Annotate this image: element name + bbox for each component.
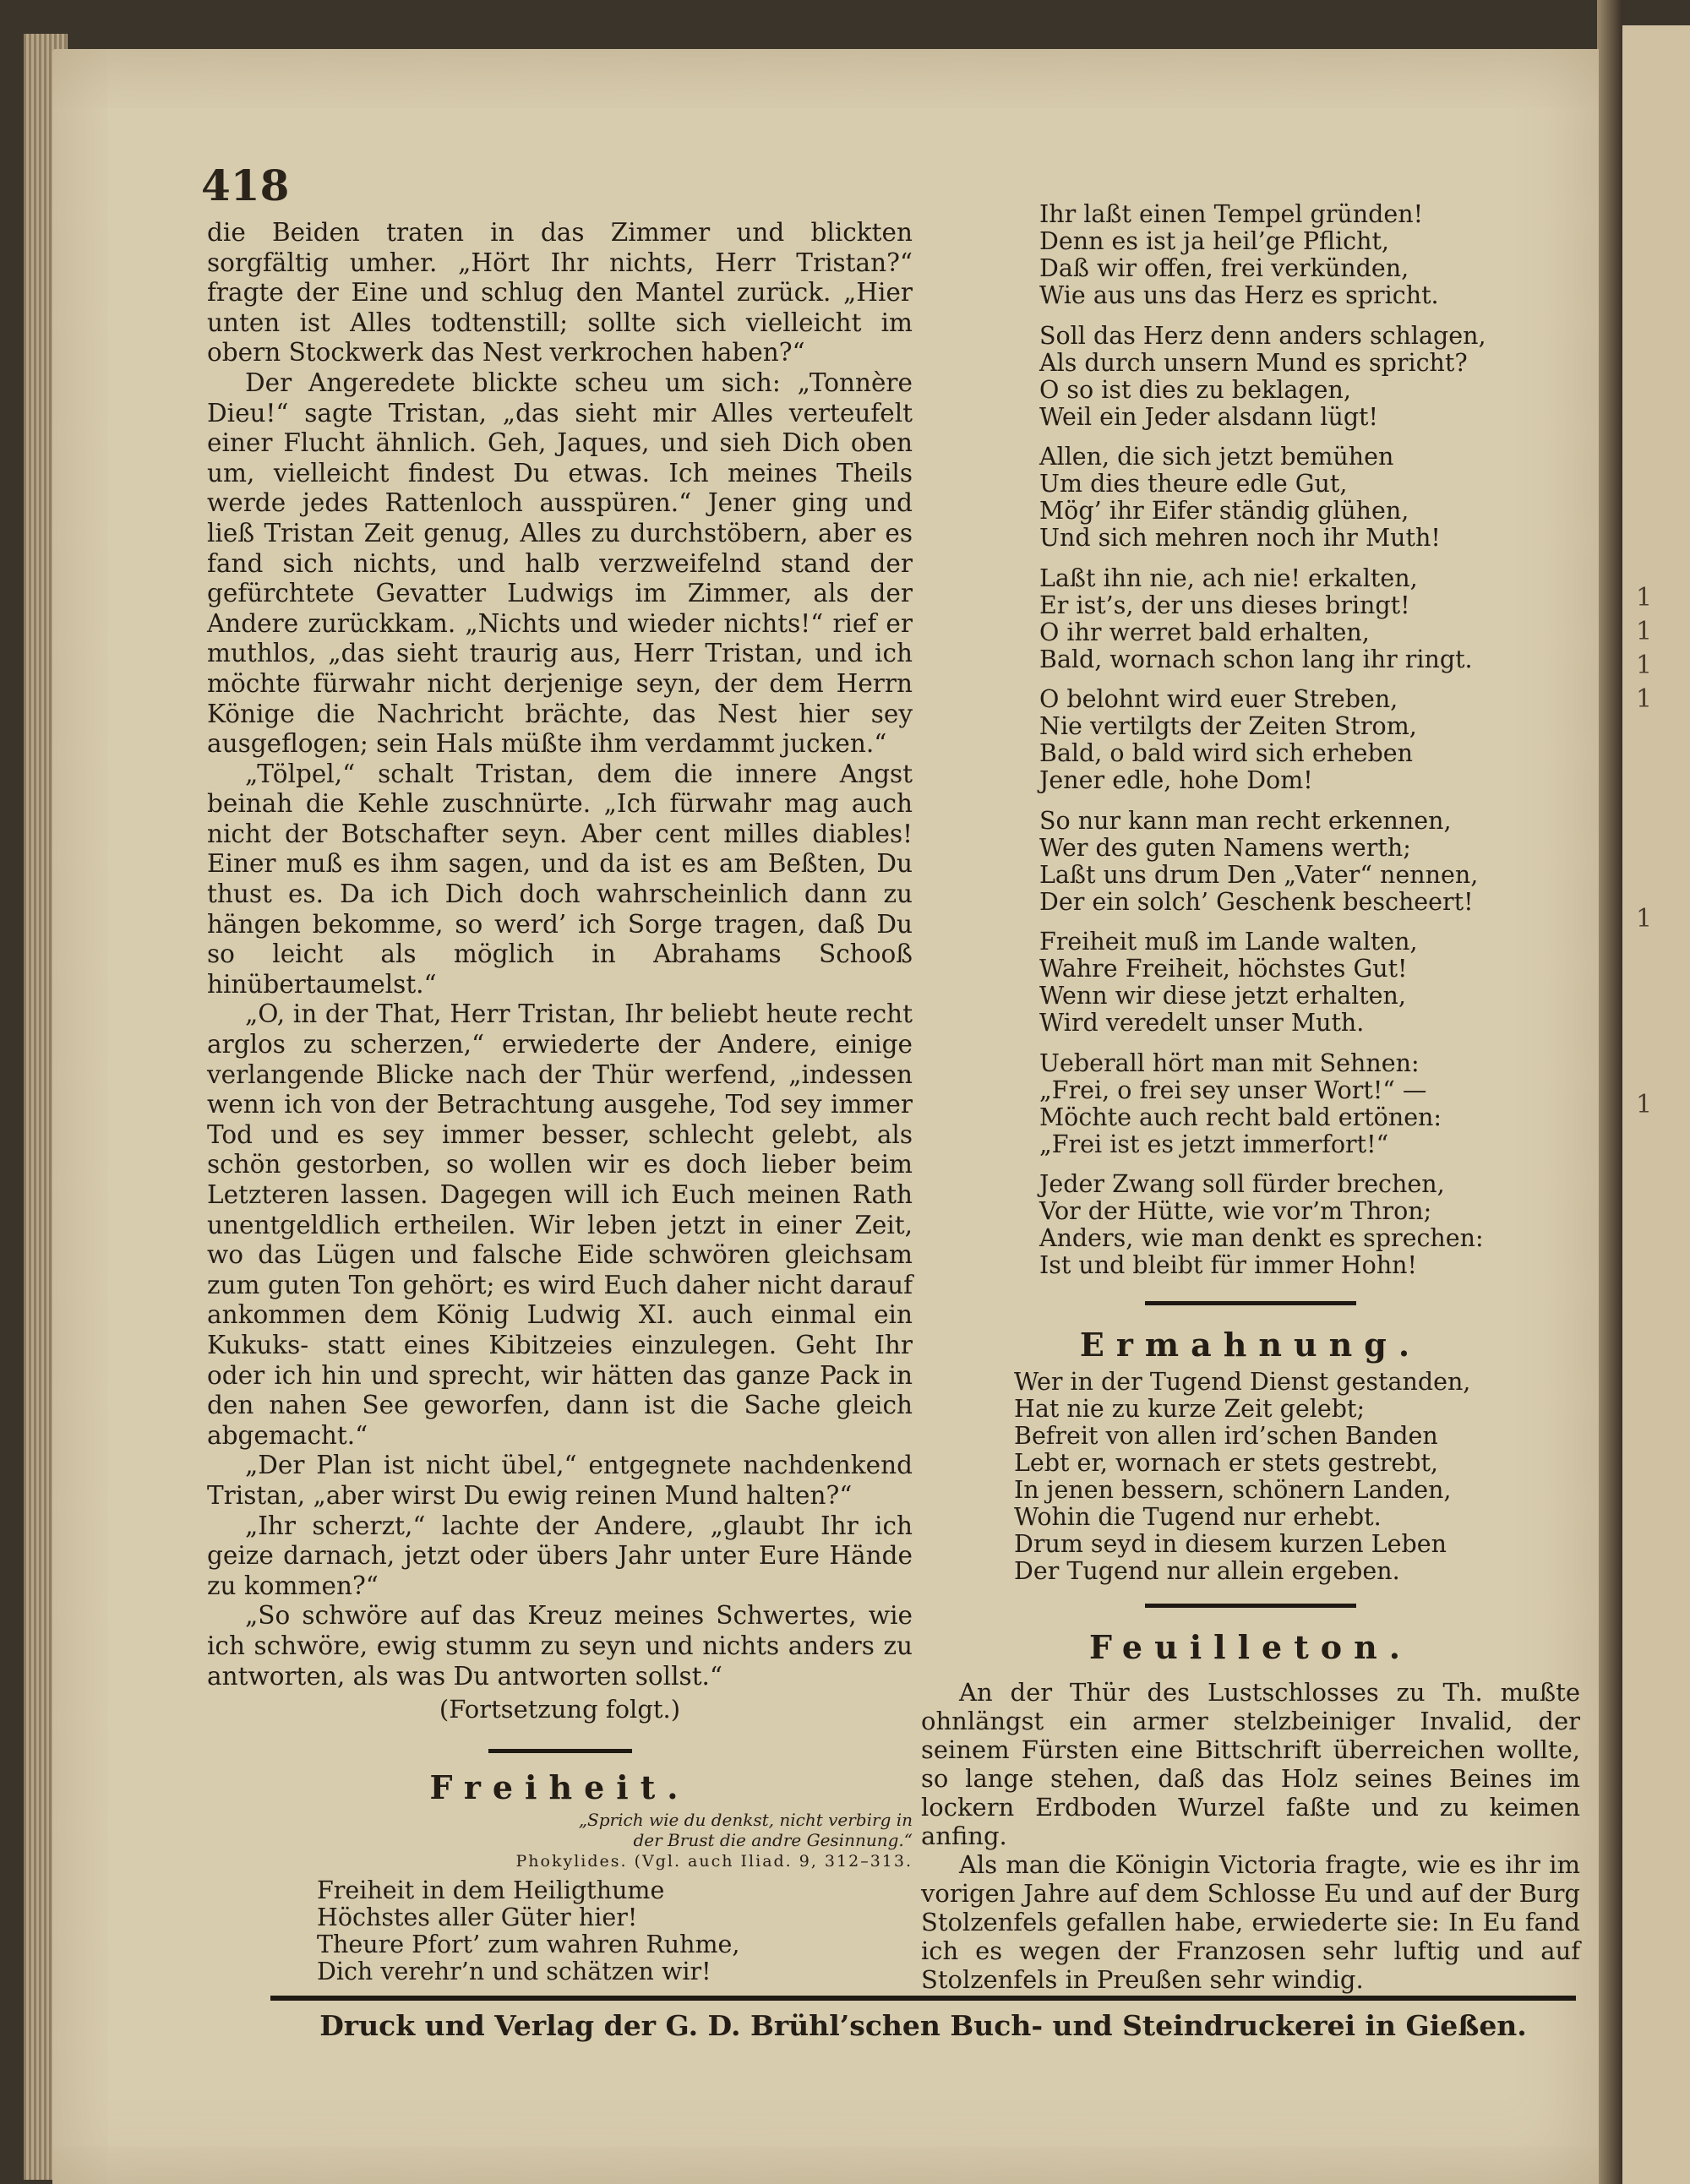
left-column [207,218,913,1985]
poem-line: Lebt er, wornach er stets gestrebt, [1014,1449,1438,1477]
facing-page-fragment: 1 [1636,1090,1653,1119]
ermahnung-poem [921,1369,1580,1585]
story-paragraph: „Ihr scherzt,“ lachte der Andere, „glaubt Ihr ich geize darnach, jetzt oder übers Jahr unter Eure Hände zu kommen?“ [207,1511,913,1600]
facing-page-fragment: 1 [1636,684,1653,714]
poem-line: Höchstes aller Güter hier! [317,1904,638,1932]
poem-line: Weil ein Jeder alsdann lügt! [1039,402,1378,431]
story-paragraph: „So schwöre auf das Kreuz meines Schwertes, wie ich schwöre, ewig stumm zu seyn und nichts anders zu antworten, als was Du antworten sollst.“ [207,1601,913,1691]
poem-line: Wer in der Tugend Dienst gestanden, [1014,1368,1471,1396]
facing-page [1621,25,1690,2184]
poem-stanza [921,686,1580,794]
story-paragraph: die Beiden traten in das Zimmer und blickten sorgfältig umher. „Hört Ihr nichts, Herr Tristan?“ fragte der Eine und schlug den Mantel zurück. „Hier unten ist Alles todtenstill; sollte sich vielleicht im obern Stockwerk das Nest verkrochen haben?“ [207,218,913,368]
feuilleton-paragraph: An der Thür des Lustschlosses zu Th. mußte ohnlängst ein armer stelzbeiniger Invalid, der seinem Fürsten eine Bittschrift überreichen wollte, so lange stehen, daß das Holz seines Beines im lockern Erdboden Wurzel faßte und zu keimen anfing. [921,1678,1580,1850]
poem-line: Laßt uns drum Den „Vater“ nennen, [1039,860,1479,889]
feuilleton-title: Feuilleton. [1089,1628,1412,1666]
poem-line: O so ist dies zu beklagen, [1039,375,1351,404]
poem-line: Möchte auch recht bald ertönen: [1039,1103,1442,1131]
poem-line: Dich verehr’n und schätzen wir! [317,1958,711,1986]
poem-stanza [921,1171,1580,1279]
poem-line: Vor der Hütte, wie vor’m Thron; [1039,1197,1432,1225]
ermahnung-title: Ermahnung. [1079,1326,1422,1364]
poem-stanza [921,323,1580,431]
section-divider [1145,1604,1356,1608]
poem-line: Mög’ ihr Eifer ständig glühen, [1039,497,1409,525]
facing-page-fragment: 1 [1636,651,1653,680]
story-paragraph: „Tölpel,“ schalt Tristan, dem die innere Angst beinah die Kehle zuschnürte. „Ich fürwahr mag auch nicht der Botschafter seyn. Aber cent milles diables! Einer muß es ihm sagen, und da ist es am Beßten, Du thust es. Da ich Dich doch wahrscheinlich dann zu hängen bekomme, so werd’ ich Sorge tragen, daß Du so leicht als möglich in Abrahams Schooß hinübertaumelst.“ [207,759,913,999]
page-number: 418 [201,161,290,210]
poem-stanza [921,565,1580,673]
poem-line: O belohnt wird euer Streben, [1039,685,1398,713]
motto-source: Phokylides. (Vgl. auch Iliad. 9, 312–313. [515,1852,913,1871]
poem-line: Denn es ist ja heil’ge Pflicht, [1039,227,1389,255]
poem-line: „Frei, o frei sey unser Wort!“ — [1039,1076,1427,1104]
poem-line: Bald, wornach schon lang ihr ringt. [1039,645,1473,673]
poem-line: Befreit von allen ird’schen Banden [1014,1422,1438,1450]
poem-line: Jeder Zwang soll fürder brechen, [1039,1170,1445,1198]
poem-line: So nur kann man recht erkennen, [1039,806,1452,835]
imprint-rule [270,1996,1576,2001]
right-column [921,201,1580,1994]
poem-stanza [921,929,1580,1037]
poem-line: Um dies theure edle Gut, [1039,470,1348,498]
poem-line: Der ein solch’ Geschenk bescheert! [1039,887,1474,916]
poem-line: O ihr werret bald erhalten, [1039,618,1370,646]
freiheit-stanza [207,1877,913,1985]
poem-line: Anders, wie man denkt es sprechen: [1039,1224,1484,1252]
poem-line: Wer des guten Namens werth; [1039,833,1411,862]
freiheit-title: Freiheit. [429,1768,690,1807]
poem-line: Wird veredelt unser Muth. [1039,1009,1365,1037]
poem-stanza [921,1050,1580,1158]
poem-line: Er ist’s, der uns dieses bringt! [1039,591,1410,619]
poem-line: Wie aus uns das Herz es spricht. [1039,281,1439,309]
poem-stanza [921,201,1580,309]
poem-line: Jener edle, hohe Dom! [1039,766,1313,794]
poem-line: Als durch unsern Mund es spricht? [1039,348,1468,377]
poem-line: Ihr laßt einen Tempel gründen! [1039,200,1424,228]
motto-line: der Brust die andre Gesinnung.“ [633,1830,913,1851]
facing-page-fragment: 1 [1636,583,1653,613]
poem-line: Freiheit in dem Heiligthume [317,1876,665,1905]
story-paragraph: Der Angeredete blickte scheu um sich: „Tonnère Dieu!“ sagte Tristan, „das sieht mir Alles verteufelt einer Flucht ähnlich. Geh, Jaques, und sieh Dich oben um, vielleicht findest Du etwas. Ich meines Theils werde jedes Rattenloch ausspüren.“ Jener ging und ließ Tristan Zeit genug, Alles zu durchstöbern, aber es fand sich nichts, und halb verzweifelnd stand der gefürchtete Gevatter Ludwigs im Zimmer, als der Andere zurückkam. „Nichts und wieder nichts!“ rief er muthlos, „das sieht traurig aus, Herr Tristan, und ich möchte fürwahr nicht derjenige seyn, der dem Herrn Könige die Nachricht brächte, das Nest hier sey ausgeflogen; sein Hals müßte ihm verdammt jucken.“ [207,368,913,759]
story-paragraph: „O, in der That, Herr Tristan, Ihr beliebt heute recht arglos zu scherzen,“ erwiederte der Andere, einige verlangende Blicke nach der Thür werfend, „indessen wenn ich von der Betrachtung ausgehe, Tod sey immer Tod und es sey immer besser, schlecht gelebt, als schön gestorben, so wollen wir es doch lieber beim Letzteren lassen. Dagegen will ich Euch meinen Rath unentgeldlich ertheilen. Wir leben jetzt in einer Zeit, wo das Lügen und falsche Eide schwören gleichsam zum guten Ton gehört; es wird Euch daher nicht darauf ankommen dem König Ludwig XI. auch einmal ein Kukuks- statt eines Kibitzeies einzulegen. Geht Ihr oder ich hin und sprecht, wir hätten das ganze Pack in den nahen See geworfen, dann ist die Sache gleich abgemacht.“ [207,999,913,1450]
poem-line: In jenen bessern, schönern Landen, [1014,1476,1452,1504]
section-divider [1145,1301,1356,1305]
poem-line: Wahre Freiheit, höchstes Gut! [1039,955,1408,983]
feuilleton-paragraph: Als man die Königin Victoria fragte, wie es ihr im vorigen Jahre auf dem Schlosse Eu und auf der Burg Stolzenfels gefallen habe, erwiederte sie: In Eu fand ich es wegen der Franzosen sehr luftig und auf Stolzenfels in Preußen sehr windig. [921,1850,1580,1994]
poem-stanza [921,444,1580,552]
motto-line: „Sprich wie du denkst, nicht verbirg in [578,1810,913,1831]
continuation-note: (Fortsetzung folgt.) [439,1695,681,1724]
poem-line: Der Tugend nur allein ergeben. [1014,1557,1400,1585]
poem-line: Daß wir offen, frei verkünden, [1039,254,1409,282]
poem-line: „Frei ist es jetzt immerfort!“ [1039,1130,1389,1158]
poem-line: Drum seyd in diesem kurzen Leben [1014,1530,1447,1558]
poem-line: Nie vertilgts der Zeiten Strom, [1039,712,1417,740]
poem-line: Ist und bleibt für immer Hohn! [1039,1251,1417,1279]
poem-line: Allen, die sich jetzt bemühen [1039,443,1394,471]
book-gutter [1597,0,1622,2184]
facing-page-fragment: 1 [1636,617,1653,646]
story-paragraph: „Der Plan ist nicht übel,“ entgegnete nachdenkend Tristan, „aber wirst Du ewig reinen Mund halten?“ [207,1451,913,1510]
poem-line: Wenn wir diese jetzt erhalten, [1039,982,1406,1010]
poem-line: Wohin die Tugend nur erhebt. [1014,1503,1382,1531]
imprint-line: Druck und Verlag der G. D. Brühl’schen Buch- und Steindruckerei in Gießen. [319,2009,1527,2042]
poem-line: Hat nie zu kurze Zeit gelebt; [1014,1395,1366,1423]
poem-stanza [921,808,1580,916]
poem-line: Laßt ihn nie, ach nie! erkalten, [1039,564,1418,592]
poem-line: Bald, o bald wird sich erheben [1039,739,1414,767]
section-divider [488,1749,632,1753]
poem-line: Soll das Herz denn anders schlagen, [1039,321,1486,350]
poem-line: Und sich mehren noch ihr Muth! [1039,524,1441,552]
facing-page-fragment: 1 [1636,904,1653,934]
poem-line: Theure Pfort’ zum wahren Ruhme, [317,1931,740,1959]
poem-line: Freiheit muß im Lande walten, [1039,928,1418,956]
poem-line: Ueberall hört man mit Sehnen: [1039,1048,1420,1077]
